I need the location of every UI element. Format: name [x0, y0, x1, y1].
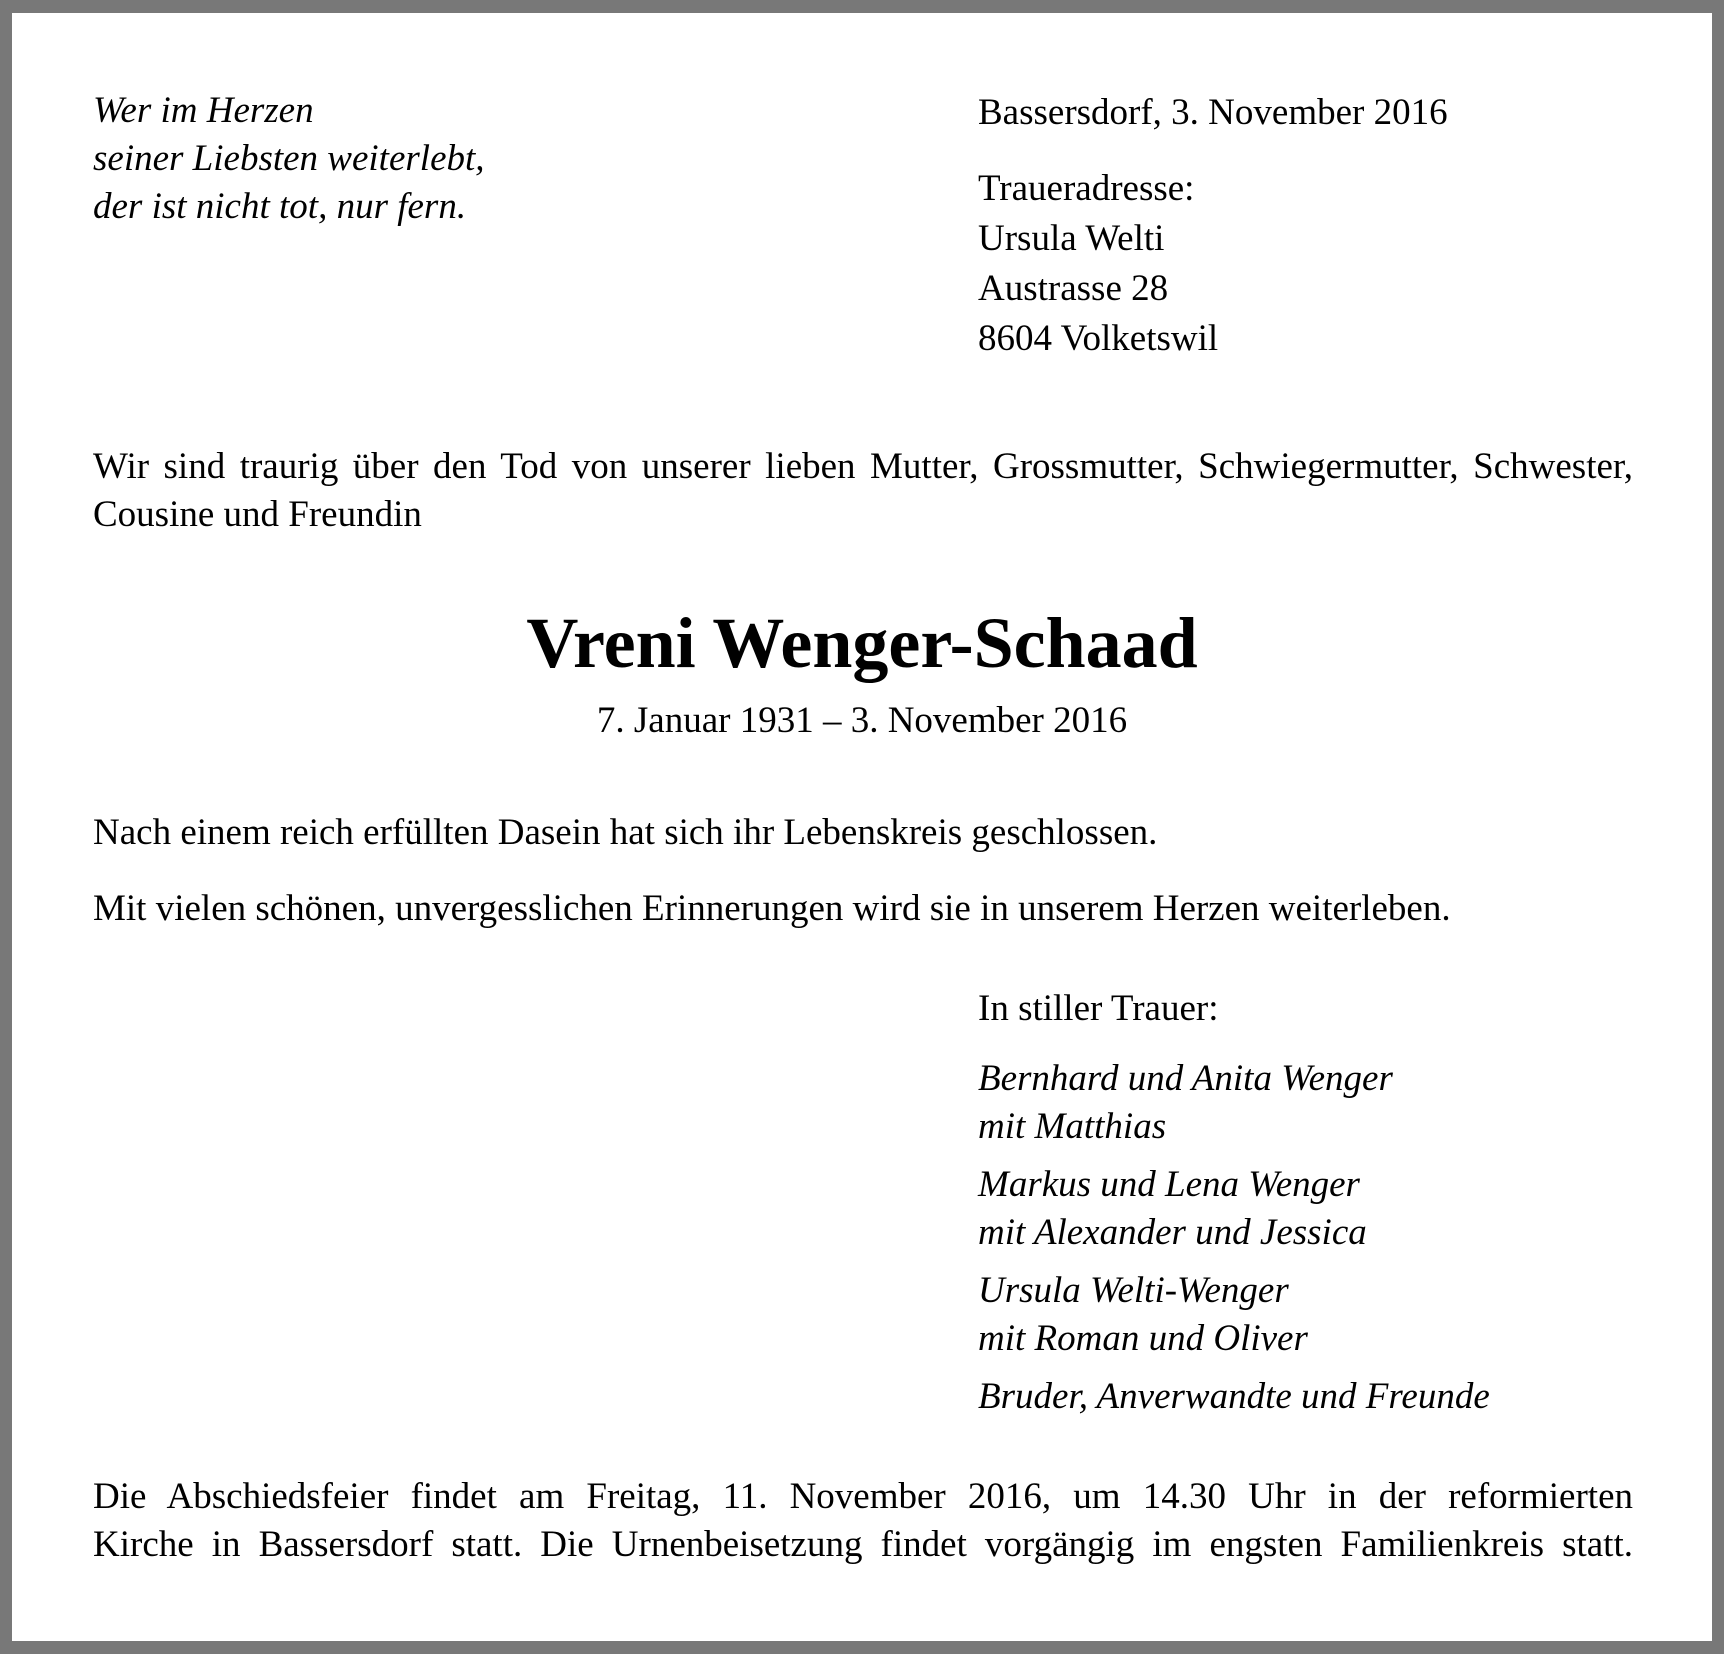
mourners-label: In stiller Trauer: — [978, 988, 1219, 1029]
mourner-group — [978, 1161, 1490, 1257]
address-line: Ursula Welti — [978, 218, 1165, 259]
mourner-group — [978, 1055, 1490, 1151]
mourner-line: mit Alexander und Jessica — [978, 1212, 1367, 1253]
mourner-line: Bernhard und Anita Wenger — [978, 1058, 1393, 1099]
ceremony-line: Kirche in Bassersdorf statt. Die Urnenbeisetzung findet vorgängig im engsten Familienkreis statt. — [93, 1524, 1633, 1565]
motto-line: der ist nicht tot, nur fern. — [93, 186, 467, 227]
paragraph: Nach einem reich erfüllten Dasein hat sich ihr Lebenskreis geschlossen. — [93, 812, 1158, 853]
mourner-line: Bruder, Anverwandte und Freunde — [978, 1376, 1490, 1417]
ceremony-line: Die Abschiedsfeier findet am Freitag, 11. November 2016, um 14.30 Uhr in der reformierten — [93, 1476, 1633, 1517]
ceremony-notice — [93, 1473, 1633, 1569]
life-dates: 7. Januar 1931 – 3. November 2016 — [596, 700, 1128, 741]
obituary-page — [12, 13, 1712, 1641]
paragraph: Mit vielen schönen, unvergesslichen Erinnerungen wird sie in unserem Herzen weiterleben. — [93, 888, 1451, 929]
place-date: Bassersdorf, 3. November 2016 — [978, 92, 1448, 133]
address-label: Traueradresse: — [978, 168, 1195, 209]
mourning-address — [978, 164, 1218, 364]
mourner-line: mit Roman und Oliver — [978, 1318, 1308, 1359]
mourner-group — [978, 1373, 1490, 1421]
deceased-name: Vreni Wenger-Schaad — [526, 603, 1198, 683]
mourner-line: Ursula Welti-Wenger — [978, 1270, 1289, 1311]
address-line: Austrasse 28 — [978, 268, 1169, 309]
address-line: 8604 Volketswil — [978, 318, 1219, 359]
mourner-line: mit Matthias — [978, 1106, 1167, 1147]
intro-text: Wir sind traurig über den Tod von unserer lieben Mutter, Grossmutter, Schwiegermutter, Schwester, Cousine und Freundin — [93, 446, 1633, 535]
mourners-list — [978, 1055, 1490, 1431]
motto-line: Wer im Herzen — [93, 90, 314, 131]
motto-line: seiner Liebsten weiterlebt, — [93, 138, 485, 179]
mourner-group — [978, 1267, 1490, 1363]
motto-verse — [93, 87, 485, 231]
mourner-line: Markus und Lena Wenger — [978, 1164, 1360, 1205]
